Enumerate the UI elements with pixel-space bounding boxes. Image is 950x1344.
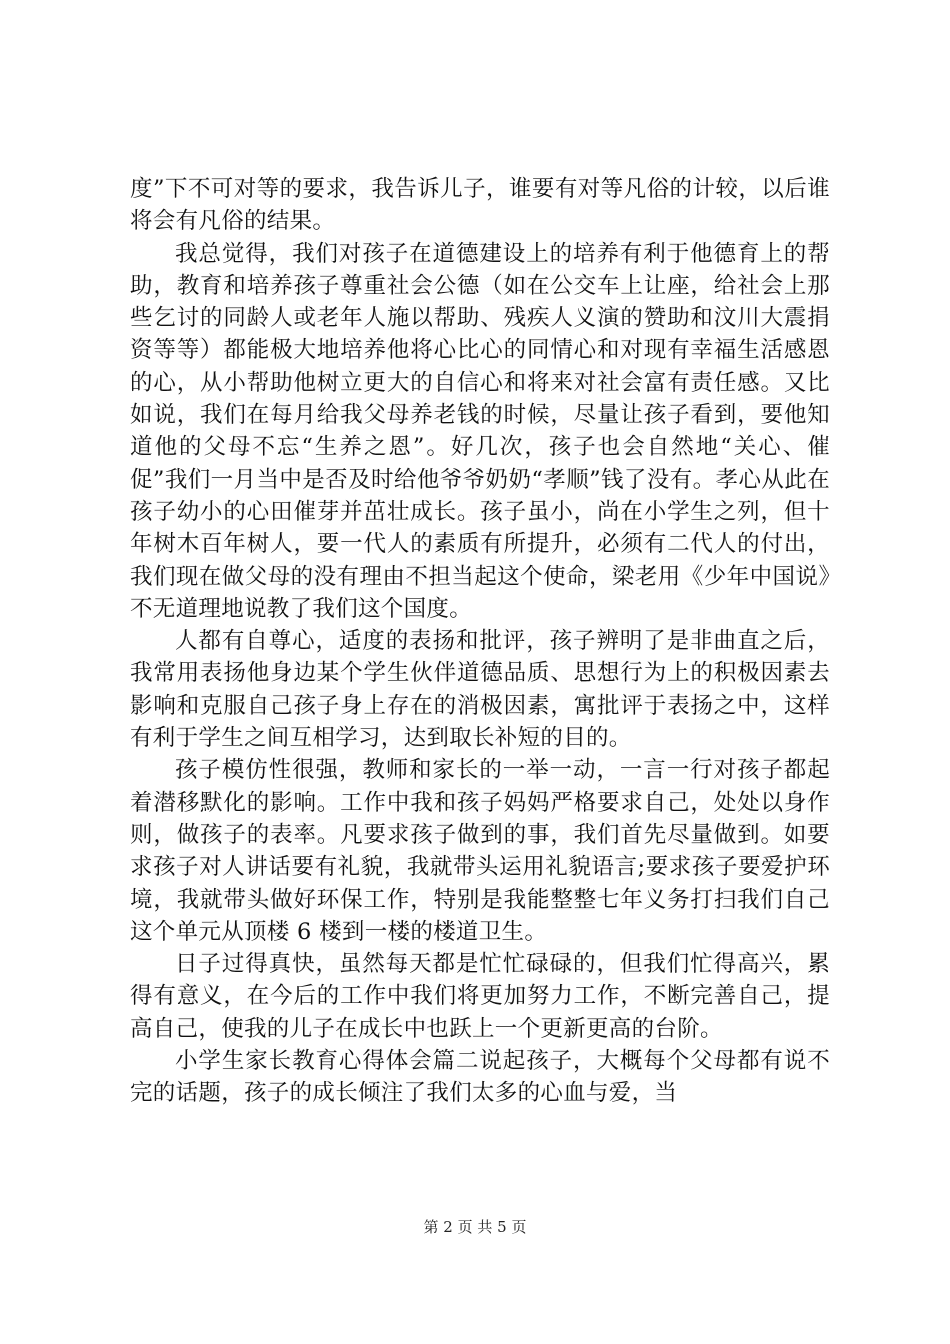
paragraph-6: 小学生家长教育心得体会篇二说起孩子，大概每个父母都有说不完的话题，孩子的成长倾注了我们太多的心血与爱，当: [130, 1048, 830, 1107]
paragraph-2: 我总觉得，我们对孩子在道德建设上的培养有利于他德育上的帮助，教育和培养孩子尊重社会公德（如在公交车上让座，给社会上那些乞讨的同龄人或老年人施以帮助、残疾人义演的赞助和汶川大震捐资等等）都能极大地培养他将心比心的同情心和对现有幸福生活感恩的心，从小帮助他树立更大的自信心和将来对社会富有责任感。又比如说，我们在每月给我父母养老钱的时候，尽量让孩子看到，要他知道他的父母不忘“生养之恩”。好几次，孩子也会自然地“关心、催促”我们一月当中是否及时给他爷爷奶奶“孝顺”钱了没有。孝心从此在孩子幼小的心田催芽并茁壮成长。孩子虽小，尚在小学生之列，但十年树木百年树人，要一代人的素质有所提升，必须有二代人的付出，我们现在做父母的没有理由不担当起这个使命，梁老用《少年中国说》不无道理地说教了我们这个国度。: [130, 240, 830, 622]
paragraph-3: 人都有自尊心，适度的表扬和批评，孩子辨明了是非曲直之后，我常用表扬他身边某个学生伙伴道德品质、思想行为上的积极因素去影响和克服自己孩子身上存在的消极因素，寓批评于表扬之中，这样有利于学生之间互相学习，达到取长补短的目的。: [130, 628, 830, 752]
paragraph-5: 日子过得真快，虽然每天都是忙忙碌碌的，但我们忙得高兴，累得有意义，在今后的工作中我们将更加努力工作，不断完善自己，提高自己，使我的儿子在成长中也跃上一个更新更高的台阶。: [130, 951, 830, 1042]
document-body: [130, 173, 830, 1110]
paragraph-4: 孩子模仿性很强，教师和家长的一举一动，一言一行对孩子都起着潜移默化的影响。工作中我和孩子妈妈严格要求自己，处处以身作则，做孩子的表率。凡要求孩子做到的事，我们首先尽量做到。如要求孩子对人讲话要有礼貌，我就带头运用礼貌语言;要求孩子要爱护环境，我就带头做好环保工作，特别是我能整整七年义务打扫我们自己这个单元从顶楼 6 楼到一楼的楼道卫生。: [130, 757, 830, 945]
page-footer: 第 2 页 共 5 页: [423, 1218, 527, 1236]
paragraph-1: 度”下不可对等的要求，我告诉儿子，谁要有对等凡俗的计较，以后谁将会有凡俗的结果。: [130, 176, 830, 235]
